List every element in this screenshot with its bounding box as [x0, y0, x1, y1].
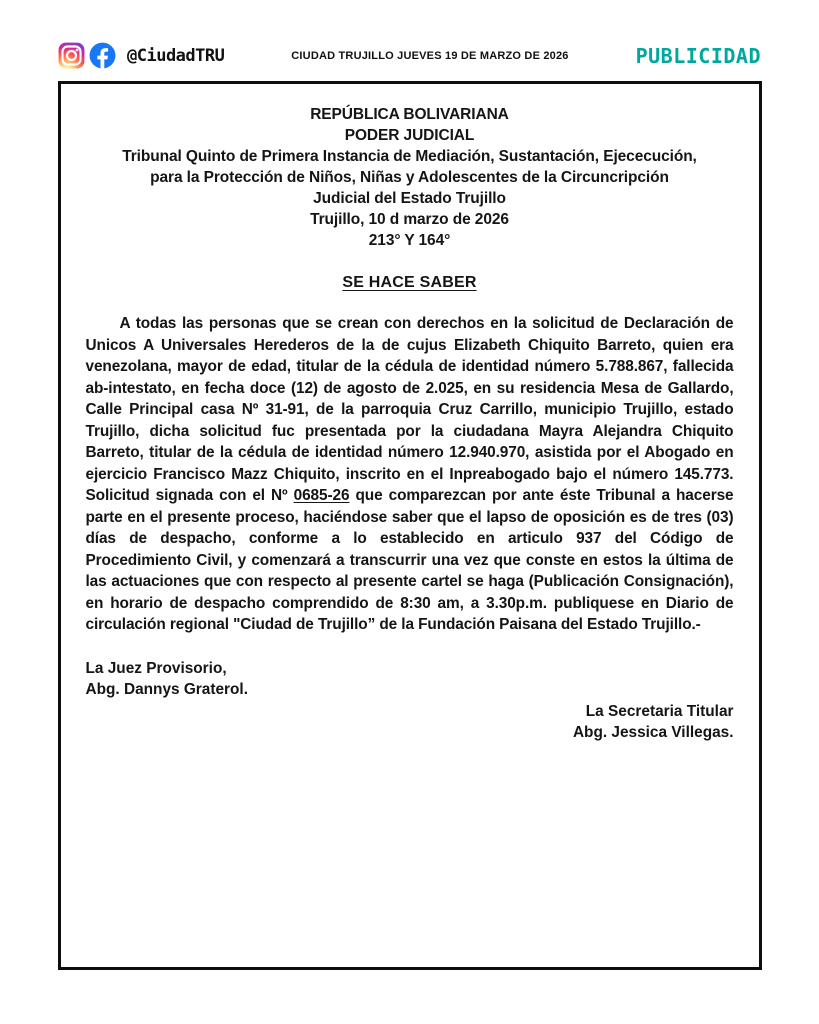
body-text-before: A todas las personas que se crean con derechos en la solicitud de Declaración de Unicos A Universales Herederos de la de cujus Elizabeth Chiquito Barreto, quien era venezolana, mayor de edad, titular de la cédula de identidad número 5.788.867, fallecida ab-intestato, en fecha doce (12) de agosto de 2.025, en su residencia Mesa de Gallardo, Calle Principal casa Nº 31-91, de la parroquia Cruz Carrillo, municipio Trujillo, estado Trujillo, dicha solicitud fuc presentada por la ciudadana Mayra Alejandra Chiquito Barreto, titular de la cédula de identidad número 12.940.970, asistida por el Abogado en ejercicio Francisco Mazz Chiquito, inscrito en el Inpreabogado bajo el número 145.773. Solicitud signada con el Nº — [85, 315, 734, 504]
notice-body — [86, 313, 734, 636]
judge-name: Abg. Dannys Graterol. — [85, 681, 248, 698]
heading-line: Tribunal Quinto de Primera Instancia de Mediación, Sustantación, Ejececución, — [122, 148, 697, 165]
heading-line: PODER JUDICIAL — [344, 127, 475, 144]
publicidad-label: PUBLICIDAD — [635, 43, 761, 68]
judge-title: La Juez Provisorio, — [85, 659, 227, 677]
secretary-title: La Secretaria Titular — [585, 702, 734, 720]
case-number: 0685-26 — [293, 487, 350, 504]
edition-line: CIUDAD TRUJILLO JUEVES 19 DE MARZO DE 2026 — [291, 49, 569, 62]
social-group — [58, 42, 224, 69]
legal-notice-box — [58, 81, 762, 970]
social-handle: @CiudadTRU — [127, 45, 225, 66]
facebook-icon — [89, 42, 116, 69]
secretary-name: Abg. Jessica Villegas. — [572, 724, 734, 741]
heading-line: para la Protección de Niños, Niñas y Adolescentes de la Circuncripción — [150, 169, 669, 186]
heading-line: 213° Y 164° — [368, 232, 451, 249]
body-text-after: que comparezcan por ante éste Tribunal a hacerse parte en el presente proceso, haciéndose saber que el lapso de oposición es de tres (03) días de despacho, conforme a lo establecido en articulo 937 del Código de Procedimiento Civil, y comenzará a transcurrir una vez que conste en estos la última de las actuaciones que con respecto al presente cartel se haga (Publicación Consignación), en horario de despacho comprendido de 8:30 am, a 3.30p.m. publiquese en Diario de circulación regional "Ciudad de Trujillo” de la Fundación Paisana del Estado Trujillo.- — [85, 487, 734, 633]
instagram-icon — [58, 42, 85, 69]
judge-signature — [86, 658, 734, 701]
subject-heading: SE HACE SABER — [342, 274, 477, 291]
heading-line: REPÚBLICA BOLIVARIANA — [310, 106, 509, 123]
secretary-signature — [86, 701, 734, 744]
heading-line: Trujillo, 10 d marzo de 2026 — [310, 211, 509, 228]
heading-line: Judicial del Estado Trujillo — [313, 190, 506, 207]
court-heading — [86, 104, 734, 251]
masthead — [0, 0, 819, 75]
